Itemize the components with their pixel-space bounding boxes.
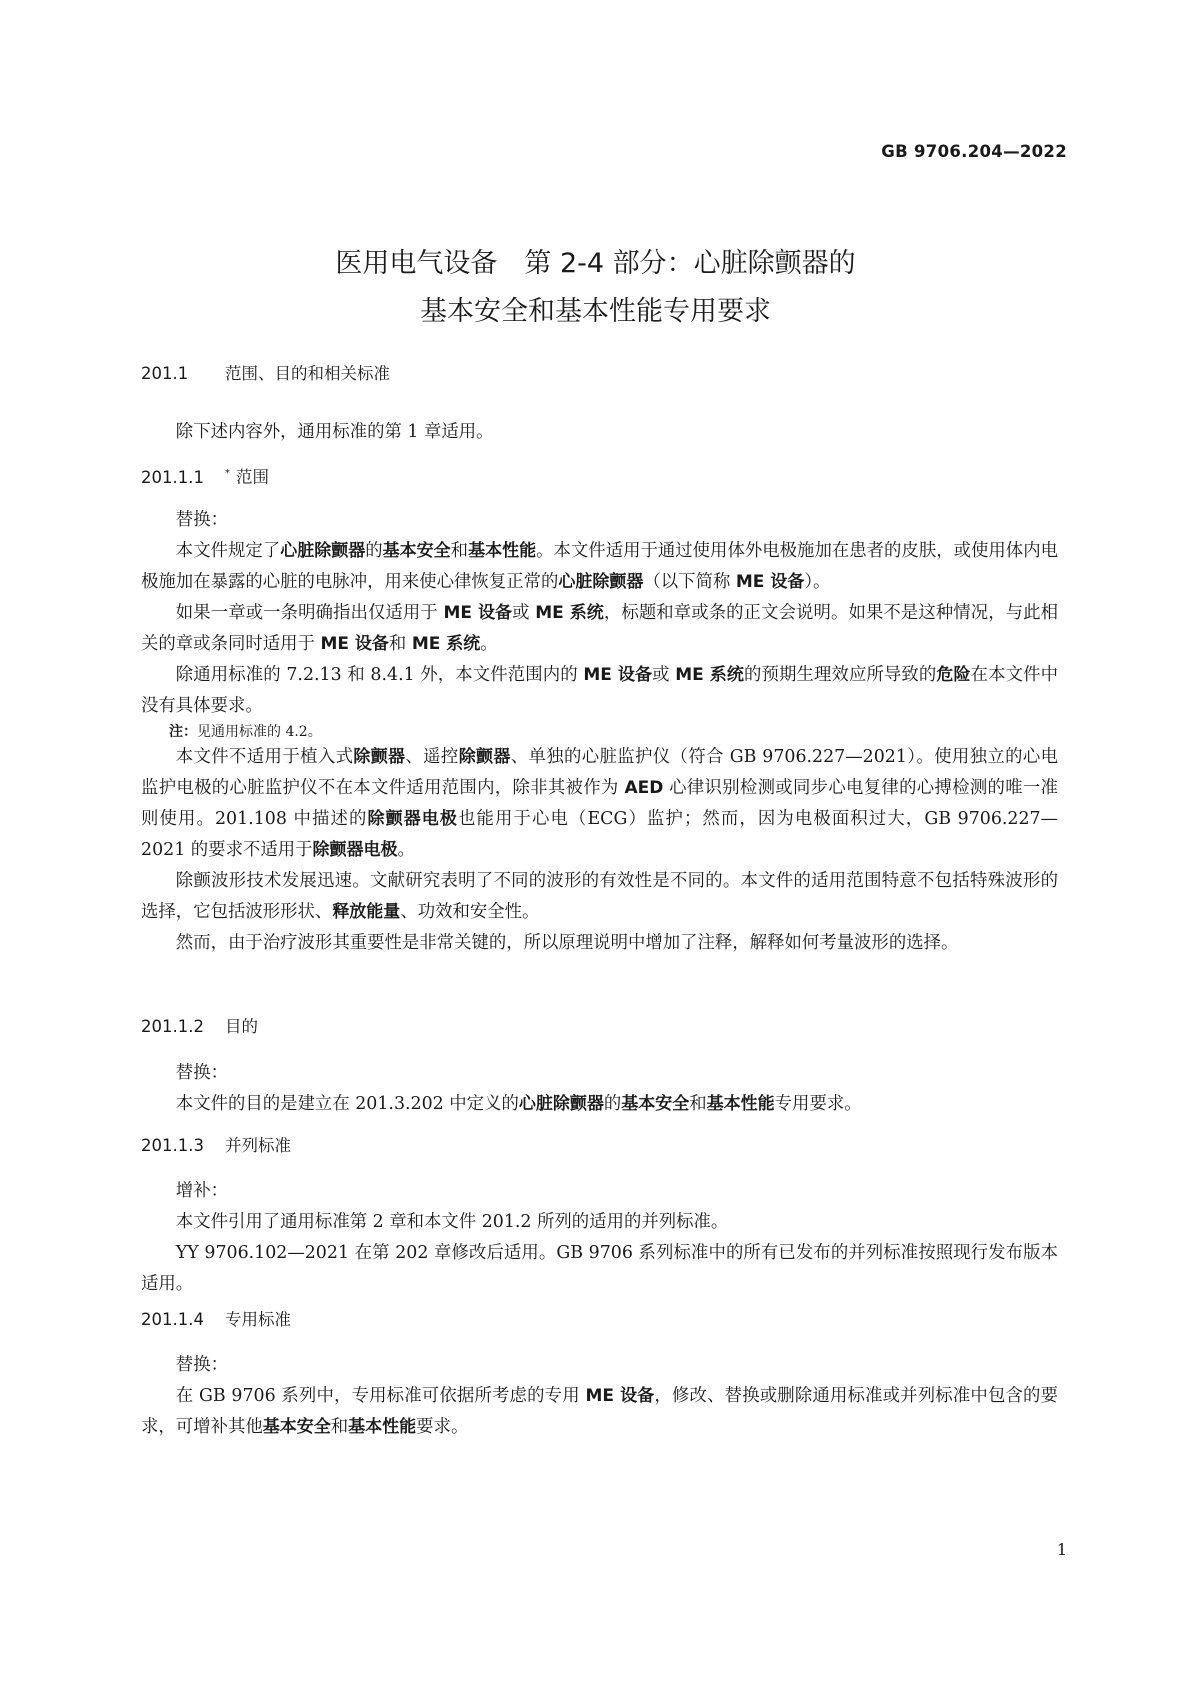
paragraph-applicability: 如果一章或一条明确指出仅适用于 ME 设备或 ME 系统，标题和章或条的正文会说明。如果不是这种情况，与此相关的章或条同时适用于 ME 设备和 ME 系统。 xyxy=(141,603,1058,654)
note-text: 见通用标准的 4.2。 xyxy=(197,724,322,740)
intro-replace: 替换： xyxy=(175,510,228,530)
section-number: 201.1.2 xyxy=(141,1017,204,1036)
section-number: 201.1.4 xyxy=(141,1310,204,1329)
section-201-1-2-body xyxy=(141,1058,1058,1120)
note-label: 注： xyxy=(169,724,197,740)
section-number: 201.1 xyxy=(141,364,189,383)
section-title: 范围、目的和相关标准 xyxy=(225,364,390,383)
page-number: 1 xyxy=(1056,1540,1067,1559)
section-heading-201-1-3 xyxy=(141,1135,1058,1157)
section-title: 专用标准 xyxy=(225,1310,291,1329)
intro-replace: 替换： xyxy=(175,1355,228,1375)
section-number: 201.1.3 xyxy=(141,1136,204,1155)
section-heading-201-1 xyxy=(141,363,1058,385)
standard-code: GB 9706.204—2022 xyxy=(881,142,1067,161)
section-201-1-body xyxy=(141,417,1058,448)
section-201-1-4-body xyxy=(141,1350,1058,1443)
section-title: 范围 xyxy=(236,467,269,487)
section-201-1-1-body xyxy=(141,505,1058,959)
intro-supplement: 增补： xyxy=(175,1181,228,1201)
paragraph-hazard: 除通用标准的 7.2.13 和 8.4.1 外，本文件范围内的 ME 设备或 ME 系统的预期生理效应所导致的危险在本文件中没有具体要求。 xyxy=(141,665,1058,716)
intro-replace: 替换： xyxy=(175,1063,228,1083)
paragraph-waveform: 除颤波形技术发展迅速。文献研究表明了不同的波形的有效性是不同的。本文件的适用范围特意不包括特殊波形的选择，它包括波形形状、释放能量、功效和安全性。 xyxy=(141,871,1058,922)
paragraph-collateral: 本文件引用了通用标准第 2 章和本文件 201.2 所列的适用的并列标准。 xyxy=(175,1212,729,1232)
paragraph: 除下述内容外，通用标准的第 1 章适用。 xyxy=(175,422,494,442)
star-marker: * xyxy=(225,468,230,479)
title-line-1: 医用电气设备 第 2-4 部分：心脏除颤器的 xyxy=(335,248,856,279)
section-heading-201-1-1 xyxy=(141,463,1058,489)
section-201-1-3-body xyxy=(141,1176,1058,1300)
title-line-2: 基本安全和基本性能专用要求 xyxy=(420,296,771,327)
paragraph-collateral-version: YY 9706.102—2021 在第 202 章修改后适用。GB 9706 系列标准中的所有已发布的并列标准按照现行发布版本适用。 xyxy=(141,1243,1058,1294)
paragraph-scope: 本文件规定了心脏除颤器的基本安全和基本性能。本文件适用于通过使用体外电极施加在患者的皮肤，或使用体内电极施加在暴露的心脏的电脉冲，用来使心律恢复正常的心脏除颤器（以下简称 ME 设备）。 xyxy=(141,541,1058,592)
section-heading-201-1-2 xyxy=(141,1016,1058,1038)
section-number: 201.1.1 xyxy=(141,467,204,487)
document-title xyxy=(0,240,1191,336)
section-title: 并列标准 xyxy=(225,1136,291,1155)
paragraph-exclusions: 本文件不适用于植入式除颤器、遥控除颤器、单独的心脏监护仪（符合 GB 9706.227—2021）。使用独立的心电监护电极的心脏监护仪不在本文件适用范围内，除非其被作为 AED 心律识别检测或同步心电复律的心搏检测的唯一准则使用。201.108 中描述的除颤器电极也能用于心电（ECG）监护；然而，因为电极面积过大，GB 9706.227—2021 的要求不适用于除颤器电极。 xyxy=(141,747,1059,860)
section-heading-201-1-4 xyxy=(141,1309,1058,1331)
paragraph-purpose: 本文件的目的是建立在 201.3.202 中定义的心脏除颤器的基本安全和基本性能专用要求。 xyxy=(175,1094,862,1114)
section-title: 目的 xyxy=(225,1017,258,1036)
paragraph-rationale: 然而，由于治疗波形其重要性是非常关键的，所以原理说明中增加了注释，解释如何考量波形的选择。 xyxy=(175,933,959,953)
paragraph-particular: 在 GB 9706 系列中，专用标准可依据所考虑的专用 ME 设备，修改、替换或删除通用标准或并列标准中包含的要求，可增补其他基本安全和基本性能要求。 xyxy=(141,1386,1058,1437)
note xyxy=(141,722,1058,742)
